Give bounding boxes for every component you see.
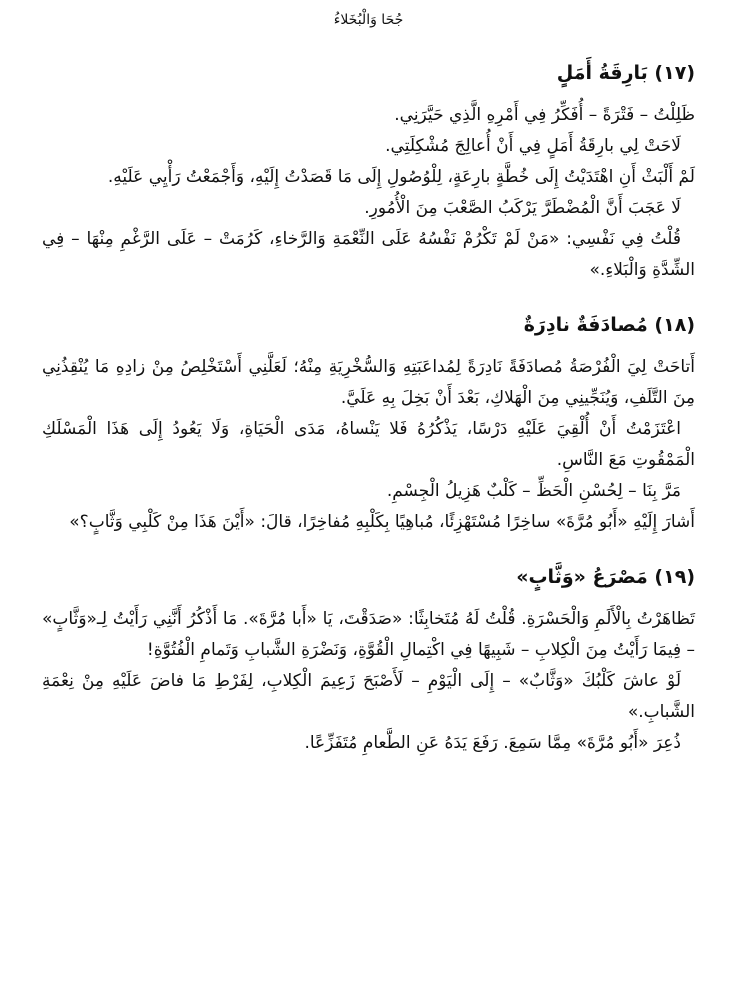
paragraph: قُلْتُ فِي نَفْسِي: «مَنْ لَمْ تَكْرُمْ نَفْسُهُ عَلَى النِّعْمَةِ وَالرَّخاءِ، كَرُمَتْ – عَلَى الرَّغْمِ مِنْهَا – فِي الشِّدَّةِ وَالْبَلاءِ.»: [42, 229, 695, 280]
section-title: (١٨) مُصادَفَةٌ نادِرَةٌ: [523, 314, 695, 336]
paragraph: لَمْ أَلْبَثْ أَنِ اهْتَدَيْتُ إِلَى خُطَّةٍ بارِعَةٍ، لِلْوُصُولِ إِلَى مَا قَصَدْتُ إِلَيْهِ، وَأَجْمَعْتُ رَأْيِي عَلَيْهِ.: [107, 167, 695, 187]
section-18: [42, 310, 695, 538]
section-17: [42, 58, 695, 286]
paragraph: ذُعِرَ «أَبُو مُرَّةَ» مِمَّا سَمِعَ. رَفَعَ يَدَهُ عَنِ الطَّعامِ مُتَفَزِّعًا.: [304, 733, 681, 753]
section-19: [42, 562, 695, 759]
section-title: (١٧) بَارِقَةُ أَمَلٍ: [556, 62, 695, 84]
section-title: (١٩) مَصْرَعُ «وَثَّابٍ»: [516, 566, 695, 588]
running-header: جُحَا وَالْبُخَلاءُ: [333, 12, 404, 28]
paragraph: لَاحَتْ لِي بارِقَةُ أَمَلٍ فِي أَنْ أُعالِجَ مُشْكِلَتِي.: [385, 136, 681, 156]
paragraph: تَظاهَرْتُ بِالْأَلَمِ وَالْحَسْرَةِ. قُلْتُ لَهُ مُتَخابِثًا: «صَدَقْتَ، يَا «أَبا مُرَّةَ». مَا أَذْكُرُ أَنَّنِي رَأَيْتُ لِـ«وَثَّابٍ» – فِيمَا رَأَيْتُ مِنَ الْكِلابِ – شَبِيهًا فِي اكْتِمالِ الْقُوَّةِ، وَنَضْرَةِ الشَّبابِ وَتَمامِ الْفُتُوَّةِ!: [42, 609, 695, 660]
paragraph: ظَلِلْتُ – فَتْرَةً – أُفَكِّرُ فِي أَمْرِهِ الَّذِي حَيَّرَنِي.: [394, 105, 695, 125]
paragraph: لَا عَجَبَ أَنَّ الْمُضْطَرَّ يَرْكَبُ الصَّعْبَ مِنَ الْأُمُورِ.: [364, 198, 681, 218]
paragraph: لَوْ عاشَ كَلْبُكَ «وَثَّابٌ» – إِلَى الْيَوْمِ – لَأَصْبَحَ زَعِيمَ الْكِلابِ، لِفَرْطِ مَا فاضَ عَلَيْهِ مِنْ نِعْمَةِ الشَّبابِ.»: [42, 671, 695, 722]
paragraph: اعْتَزَمْتُ أَنْ أُلْقِيَ عَلَيْهِ دَرْسًا، يَذْكُرُهُ فَلا يَنْساهُ، مَدَى الْحَيَاةِ، وَلَا يَعُودُ إِلَى هَذَا الْمَسْلَكِ الْمَمْقُوتِ مَعَ النَّاسِ.: [42, 419, 695, 470]
paragraph: أَشارَ إِلَيْهِ «أَبُو مُرَّةَ» ساخِرًا مُسْتَهْزِئًا، مُباهِيًا بِكَلْبِهِ مُفاخِرًا، قالَ: «أَيْنَ هَذَا مِنْ كَلْبِي وَثَّابٍ؟»: [69, 512, 695, 532]
paragraph: أَتاحَتْ لِيَ الْفُرْصَةُ مُصادَفَةً نَادِرَةً لِمُداعَبَتِهِ وَالسُّخْرِيَةِ مِنْهُ؛ لَعَلَّنِي أَسْتَخْلِصُ مِنْ زادِهِ مَا يُنْقِذُنِي مِنَ التَّلَفِ، وَيُنَجِّينِي مِنَ الْهَلاكِ، بَعْدَ أَنْ بَخِلَ بِهِ عَلَيَّ.: [42, 357, 695, 408]
paragraph: مَرَّ بِنَا – لِحُسْنِ الْحَظِّ – كَلْبٌ هَزِيلُ الْجِسْمِ.: [386, 481, 681, 501]
